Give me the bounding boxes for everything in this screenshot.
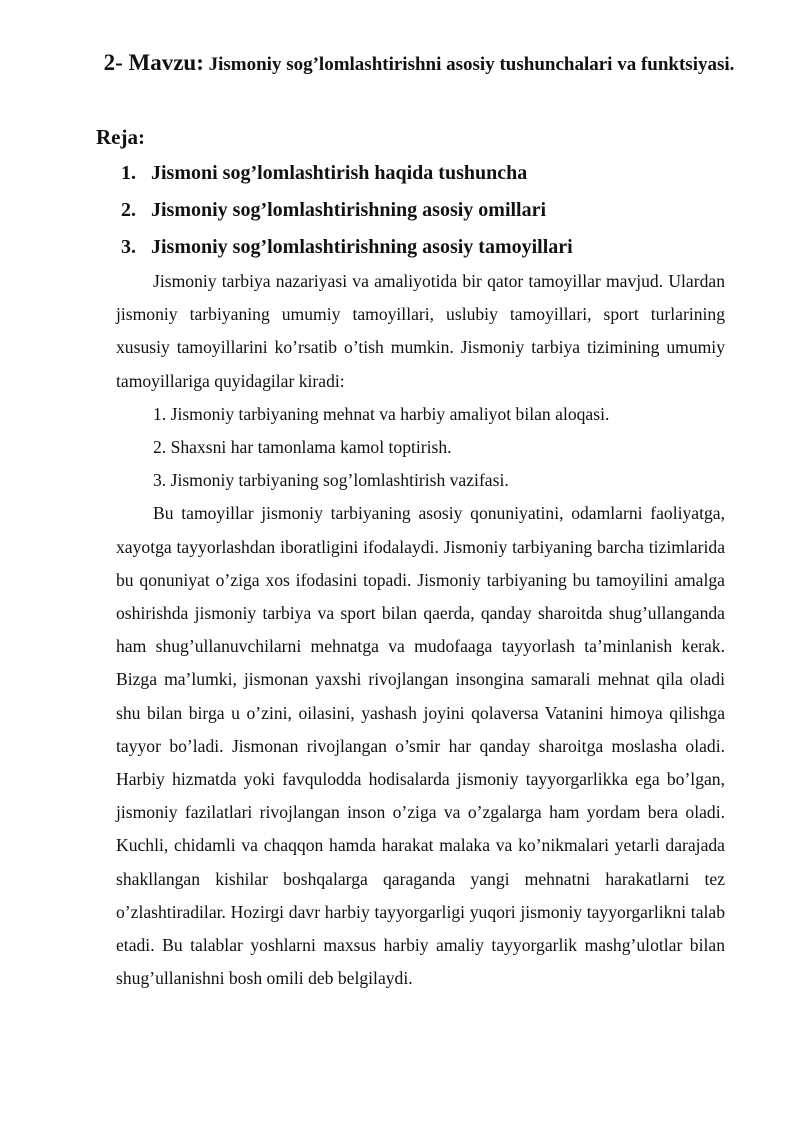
principle-item: 1. Jismoniy tarbiyaning mehnat va harbiy amaliyot bilan aloqasi. [153,403,610,424]
topic-number: 2- Mavzu: [103,50,204,75]
plan-item-text: Jismoniy sog’lomlashtirishning asosiy tamoyillari [151,236,573,258]
plan-item [121,232,573,269]
plan-list [121,158,573,269]
page-title [100,42,738,86]
plan-heading: Reja: [96,125,145,149]
plan-item-number: 1. [121,162,136,184]
principle-item: 3. Jismoniy tarbiyaning sog’lomlashtirish vazifasi. [153,470,509,491]
intro-paragraph: Jismoniy tarbiya nazariyasi va amaliyotida bir qator tamoyillar mavjud. Ulardan jismoniy tarbiyaning umumiy tamoyillari, uslubiy tamoyillari, sport turlarining xususiy tamoyillarini ko’rsatib o’tish mumkin. Jismoniy tarbiya tizimining umumiy tamoyillariga quyidagilar kiradi: [116,271,725,391]
plan-item-number: 3. [121,236,136,258]
main-paragraph: Bu tamoyillar jismoniy tarbiyaning asosiy qonuniyatini, odamlarni faoliyatga, xayotga tayyorlashdan iboratligini ifodalaydi. Jismoniy tarbiyaning barcha tizimlarida bu qonuniyat o’ziga xos ifodasini topadi. Jismoniy tarbiyaning bu tamoyilini amalga oshirishda jismoniy tarbiya va sport bilan qaerda, qanday sharoitda shug’ullanganda ham shug’ullanuvchilarni mehnatga va mudofaaga tayyorlash ta’minlanish kerak. Bizga ma’lumki, jismonan yaxshi rivojlangan insongina samarali mehnat qila oladi shu bilan birga u o’zini, oilasini, yashash joyini qolaversa Vatanini himoya qilishga tayyor bo’ladi. Jismonan rivojlangan o’smir har qanday sharoitga moslasha oladi. Harbiy hizmatda yoki favqulodda hodisalarda jismoniy tayyorgarlikka ega bo’lgan, jismoniy fazilatlari rivojlangan inson o’ziga va o’zgalarga ham yordam bera oladi. Kuchli, chidamli va chaqqon hamda harakat malaka va ko’nikmalari yetarli darajada shakllangan kishilar boshqalarga qaraganda yangi mehnatni harakatlarni tez o’zlashtiradilar. Hozirgi davr harbiy tayyorgarligi yuqori jismoniy tayyorgarlikni talab etadi. Bu talablar yoshlarni maxsus harbiy amaliy tayyorgarlik mashg’ulotlar bilan shug’ullanishni bosh omili deb belgilaydi. [116,503,725,989]
plan-item-number: 2. [121,199,136,221]
document-body [116,265,725,995]
plan-item [121,158,573,195]
topic-title: Jismoniy sog’lomlashtirishni asosiy tushunchalari va funktsiyasi. [208,54,735,75]
plan-item [121,195,573,232]
plan-item-text: Jismoniy sog’lomlashtirishning asosiy omillari [151,199,547,221]
principle-item: 2. Shaxsni har tamonlama kamol toptirish. [153,437,452,458]
plan-item-text: Jismoni sog’lomlashtirish haqida tushuncha [151,162,528,184]
principles-list [116,398,725,498]
